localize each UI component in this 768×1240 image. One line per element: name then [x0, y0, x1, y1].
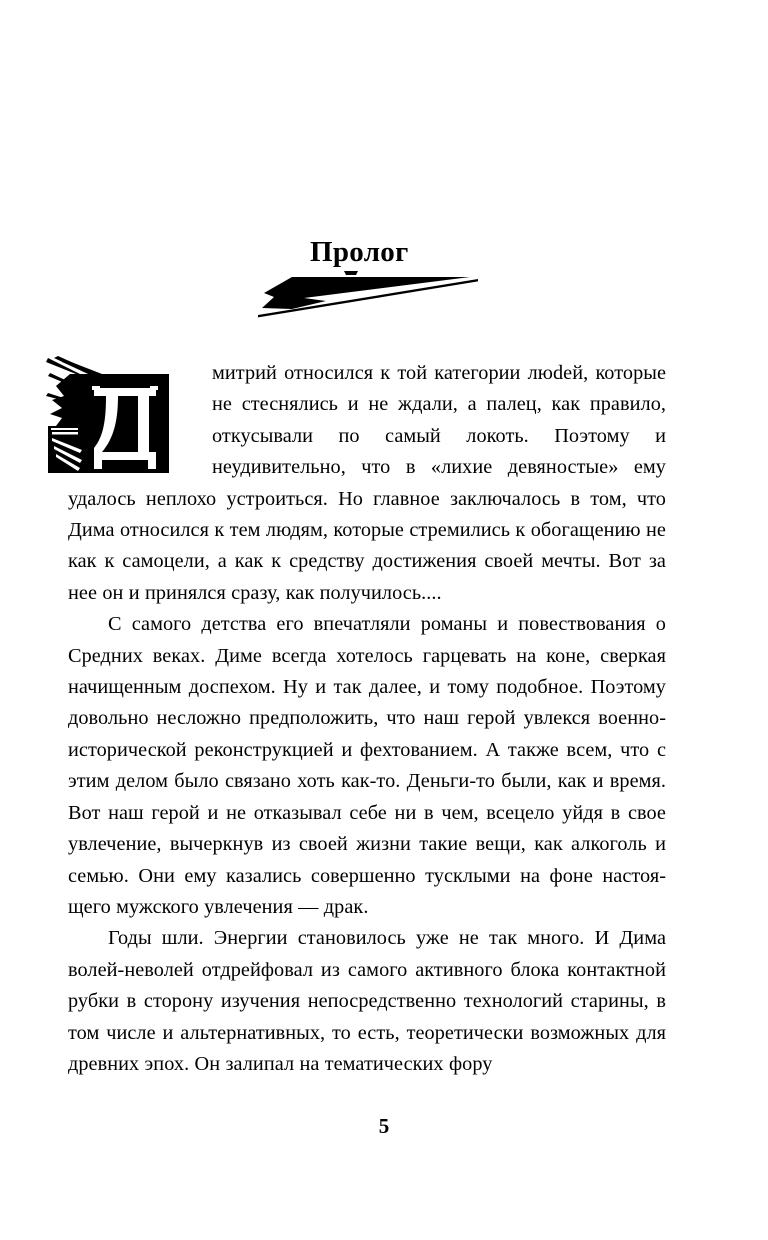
drop-cap-illustration: [32, 356, 212, 476]
paragraph-2: [68, 609, 666, 923]
page-title: Пролог: [310, 236, 409, 268]
drop-cap: [68, 358, 208, 458]
paragraph-2-text: С самого детства его впечатляли романы и повествования о Средних веках. Диме всегда хотелось гарцевать на коне, сверкая начищенным доспехом. Ну и так далее, и тому подобное. Поэтому довольно несложно предположить, что наш герой увлекся военно-исторической реконструкцией и фехтованием. А также всем, что с этим делом было связано хоть как-то. Деньги-то были, как и время. Вот наш герой и не отказывал себе ни в чем, всецело уйдя в свое увлечение, вычеркнув из своей жизни такие вещи, как алкоголь и семью. Они ему казались совершенно тусклыми на фоне настоящего мужского увлечения — драк.: [68, 613, 666, 918]
paragraph-3: [68, 923, 666, 1080]
paragraph-1-text: митрий относился к той категории люdей, которые не стеснялись и не ждали, а палец, как правило, откусывали по самый локоть. Поэтому и неудивительно, что в «лихие девяностые» ему удалось неплохо устроиться. Но главное заключалось в том, что Дима относился к тем людям, которые стремились к обогащению не как к самоцели, а как к средству достижения своей мечты. Вот за нее он и принялся сразу, как получилось....: [68, 362, 666, 604]
body-text-column: [68, 358, 666, 1080]
page-number: 5: [378, 1114, 390, 1138]
paragraph-1: [68, 358, 666, 609]
chapter-heading-block: [240, 235, 540, 320]
arrow-wedge-ornament: [240, 271, 540, 319]
paragraph-3-text: Годы шли. Энергии становилось уже не так много. И Дима волей-неволей отдрейфовал из самого активного блока контактной рубки в сторону изучения непосредственно технологий старины, в том числе и альтернативных, то есть, теоретически возможных для древних эпох. Он залипал на тематических фору: [68, 927, 666, 1075]
